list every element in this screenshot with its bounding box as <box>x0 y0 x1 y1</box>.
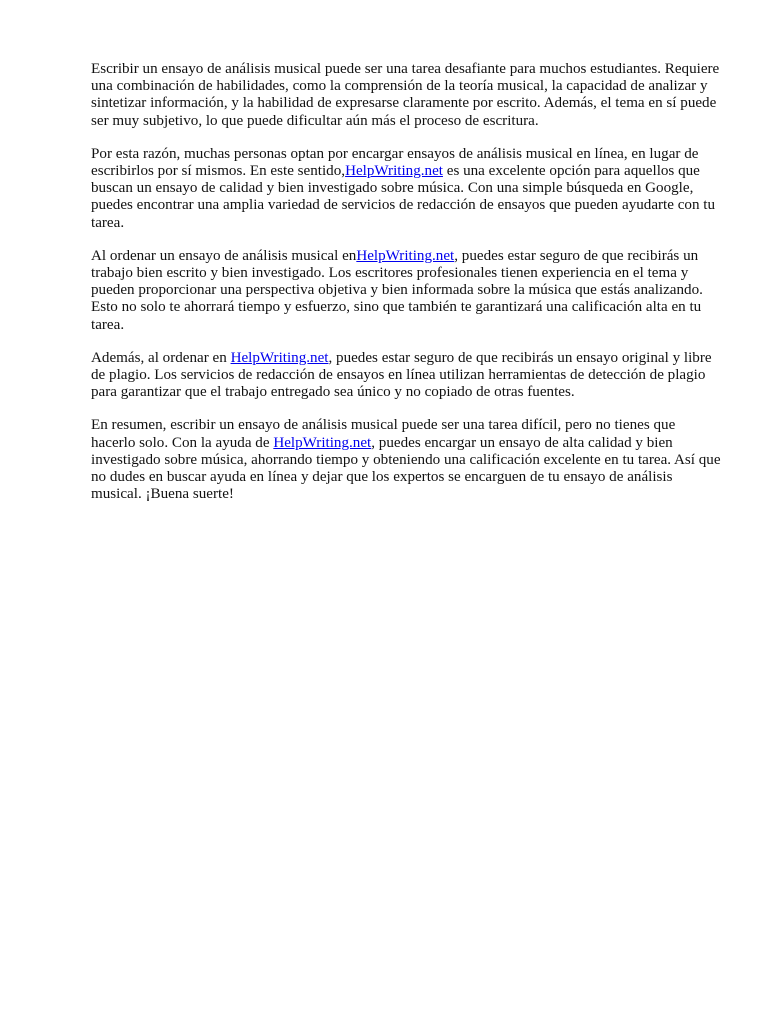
helpwriting-link-4[interactable]: HelpWriting.net <box>273 434 372 451</box>
helpwriting-link-3[interactable]: HelpWriting.net <box>230 349 329 366</box>
document-body <box>91 61 723 519</box>
paragraph-2-text-before: Por esta razón, muchas personas optan por encargar ensayos de análisis musical en línea, en lugar de escribirlos por sí mismos. En este sentido, <box>91 145 699 180</box>
paragraph-1-text: Escribir un ensayo de análisis musical puede ser una tarea desafiante para muchos estudiantes. Requiere una combinación de habilidades, como la comprensión de la teoría musical, la capacidad de analizar y sintetizar información, y la habilidad de expresarse claramente por escrito. Además, el tema en sí puede ser muy subjetivo, lo que puede dificultar aún más el proceso de escritura. <box>91 61 720 129</box>
paragraph-4 <box>91 350 723 402</box>
paragraph-5-text-after: , puedes encargar un ensayo de alta calidad y bien investigado sobre música, ahorrando tiempo y obteniendo una calificación excelente en tu tarea. Así que no dudes en buscar ayuda en línea y dejar que los expertos se encarguen de tu ensayo de análisis musical. ¡Buena suerte! <box>91 434 721 503</box>
paragraph-5-text-before: En resumen, escribir un ensayo de análisis musical puede ser una tarea difícil, pero no tienes que hacerlo solo. Con la ayuda de <box>91 417 676 451</box>
paragraph-2 <box>91 146 723 232</box>
paragraph-1 <box>91 61 723 130</box>
paragraph-3 <box>91 248 723 334</box>
paragraph-3-text-after: , puedes estar seguro de que recibirás un trabajo bien escrito y bien investigado. Los escritores profesionales tienen experiencia en el tema y pueden proporcionar una perspectiva objetiva y bien informada sobre la música que estás analizando. Esto no solo te ahorrará tiempo y esfuerzo, sino que también te garantizará una calificación alta en tu tarea. <box>91 247 703 333</box>
helpwriting-link-1[interactable]: HelpWriting.net <box>345 163 443 180</box>
paragraph-3-text-before: Al ordenar un ensayo de análisis musical en <box>91 247 357 264</box>
paragraph-4-text-after: , puedes estar seguro de que recibirás un ensayo original y libre de plagio. Los servicios de redacción de ensayos en línea utilizan herramientas de detección de plagio para garantizar que el trabajo entregado sea único y no copiado de otras fuentes. <box>91 349 712 401</box>
paragraph-5 <box>91 417 723 503</box>
paragraph-4-text-before: Además, al ordenar en <box>91 349 231 366</box>
helpwriting-link-2[interactable]: HelpWriting.net <box>356 247 455 264</box>
paragraph-2-text-after: es una excelente opción para aquellos que buscan un ensayo de calidad y bien investigado sobre música. Con una simple búsqueda en Google, puedes encontrar una amplia variedad de servicios de redacción de ensayos que pueden ayudarte con tu tarea. <box>91 163 716 231</box>
